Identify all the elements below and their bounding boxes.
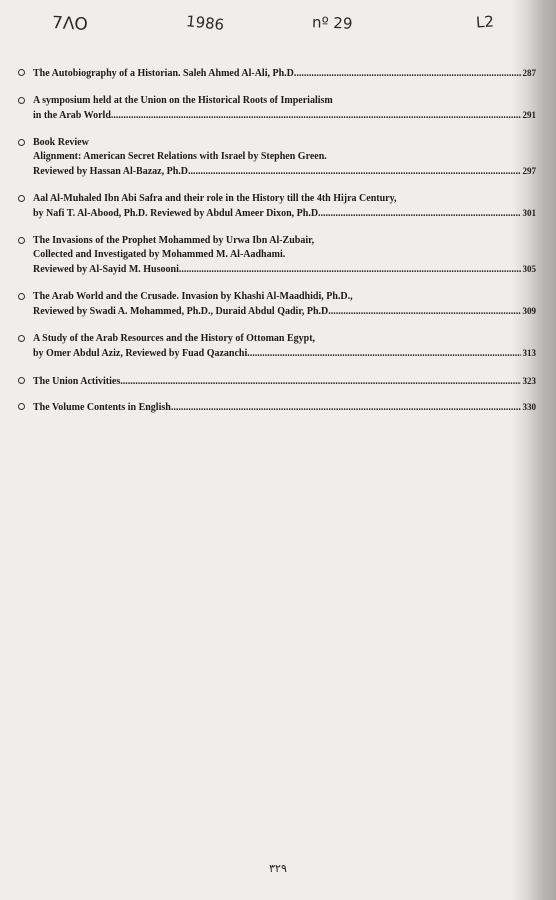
circle-bullet-icon	[18, 377, 25, 384]
handwritten-note-right: L2	[475, 12, 495, 32]
toc-entry-title: in the Arab World.	[33, 110, 114, 121]
toc-entry-line	[33, 206, 536, 221]
toc-entry-title: The Autobiography of a Historian. Saleh Ahmed Al-Ali, Ph.D.	[33, 68, 297, 79]
circle-bullet-icon	[18, 237, 25, 244]
toc-entry-line: A Study of the Arab Resources and the History of Ottoman Egypt,	[33, 333, 316, 344]
dot-leader	[123, 375, 521, 389]
handwritten-note-left: 7ΛΟ	[51, 13, 89, 35]
toc-entry	[18, 234, 536, 277]
toc-page-number: 297	[522, 166, 536, 176]
dot-leader	[296, 67, 520, 81]
dot-leader	[331, 305, 521, 319]
handwritten-note-issue: nº 29	[311, 13, 353, 33]
toc-page-number: 313	[522, 348, 536, 358]
circle-bullet-icon	[18, 97, 25, 104]
toc-entry-line	[33, 262, 536, 277]
toc-entry	[18, 374, 536, 389]
toc-entry-line	[33, 346, 536, 361]
toc-entry-line: Book Review	[33, 137, 89, 148]
toc-entry-title: by Omer Abdul Aziz, Reviewed by Fuad Qazanchi.	[33, 348, 250, 359]
toc-entry-line: Collected and Investigated by Mohammed M. Al-Aadhami.	[33, 249, 286, 260]
dot-leader	[113, 109, 520, 123]
toc-entry-title: Reviewed by Al-Sayid M. Husooni.	[33, 264, 182, 275]
toc-entry	[18, 94, 536, 123]
toc-entry	[18, 332, 536, 361]
circle-bullet-icon	[18, 335, 25, 342]
circle-bullet-icon	[18, 403, 25, 410]
toc-entry-title: The Volume Contents in English.	[33, 402, 174, 413]
page-number: ٣٢٩	[269, 862, 287, 875]
handwritten-note-year: 1986	[185, 12, 226, 34]
toc-page-number: 323	[522, 376, 536, 386]
toc-entry-title: The Union Activities.	[33, 376, 123, 387]
page-edge-shadow	[512, 0, 556, 900]
toc-entry-line: The Invasions of the Prophet Mohammed by Urwa Ibn Al-Zubair,	[33, 235, 315, 246]
toc-entry-line: Alignment: American Secret Relations with Israel by Stephen Green.	[33, 151, 327, 162]
toc-page-number: 291	[522, 110, 536, 120]
toc-page-number: 287	[522, 68, 536, 78]
dot-leader	[191, 165, 521, 179]
toc-entry-line: Aal Al-Muhaled Ibn Abi Safra and their role in the History till the 4th Hijra Century,	[33, 193, 397, 204]
toc-page-number: 309	[522, 306, 536, 316]
toc-page-number: 305	[522, 264, 536, 274]
toc-entry-line	[33, 164, 536, 179]
dot-leader	[250, 347, 521, 361]
toc-entry-title: by Nafi T. Al-Abood, Ph.D. Reviewed by Abdul Ameer Dixon, Ph.D.	[33, 208, 321, 219]
toc-entry-line	[33, 374, 536, 389]
toc-entry-line	[33, 108, 536, 123]
toc-entry-line	[33, 304, 536, 319]
circle-bullet-icon	[18, 139, 25, 146]
toc-entry	[18, 290, 536, 319]
toc-entry-line	[33, 400, 536, 415]
toc-entry-line: The Arab World and the Crusade. Invasion by Khashi Al-Maadhidi, Ph.D.,	[33, 291, 353, 302]
toc-entry-line	[33, 66, 536, 81]
circle-bullet-icon	[18, 293, 25, 300]
dot-leader	[181, 263, 520, 277]
toc-entry	[18, 400, 536, 415]
toc-entry	[18, 136, 536, 179]
toc-entry	[18, 66, 536, 81]
circle-bullet-icon	[18, 195, 25, 202]
dot-leader	[321, 207, 521, 221]
toc-page-number: 330	[522, 402, 536, 412]
toc-entry-title: Reviewed by Swadi A. Mohammed, Ph.D., Duraid Abdul Qadir, Ph.D.	[33, 306, 331, 317]
toc-entry-title: Reviewed by Hassan Al-Bazaz, Ph.D.	[33, 166, 191, 177]
toc-entry-line: A symposium held at the Union on the Historical Roots of Imperialism	[33, 95, 333, 106]
dot-leader	[173, 401, 520, 415]
toc-entry	[18, 192, 536, 221]
toc-page-number: 301	[522, 208, 536, 218]
circle-bullet-icon	[18, 69, 25, 76]
